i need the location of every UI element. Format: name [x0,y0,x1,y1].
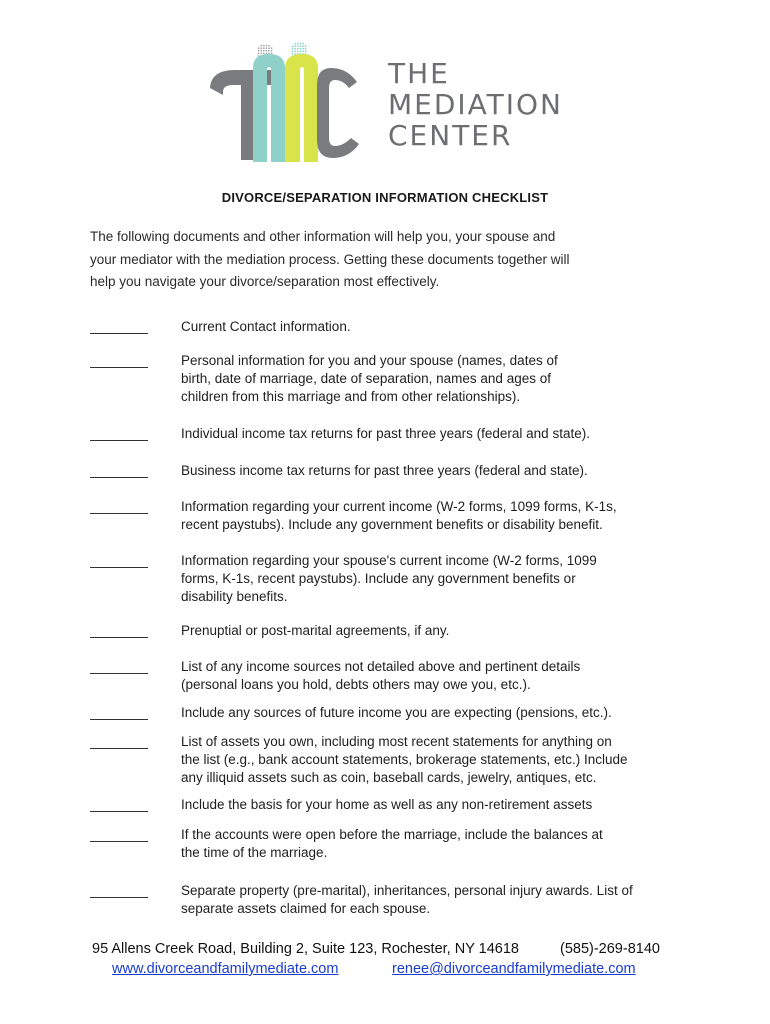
logo-dot [271,47,273,49]
checklist-line: birth, date of marriage, date of separation, names and ages of [181,371,551,386]
checklist-line: the time of the marriage. [181,845,328,860]
checklist-line: List of assets you own, including most recent statements for anything on [181,734,612,749]
checklist-item-text [181,826,701,862]
checklist-item-text [181,622,701,640]
checklist-line: Include the basis for your home as well as any non-retirement assets [181,797,593,812]
checklist-line: Personal information for you and your spouse (names, dates of [181,353,558,368]
checklist-line: Include any sources of future income you are expecting (pensions, etc.). [181,705,612,720]
checklist-item-text [181,704,701,722]
logo-dot [294,48,296,50]
logo-dot [297,48,299,50]
logo-dot [258,47,260,49]
logo-dot [294,45,296,47]
logo-dot [297,51,299,53]
checklist-line: Individual income tax returns for past three years (federal and state). [181,426,590,441]
logo-dot [300,48,302,50]
checklist-item-text [181,425,701,443]
logo-dot [271,50,273,52]
checklist-line: Business income tax returns for past three years (federal and state). [181,463,588,478]
logo-dot [263,47,265,49]
footer-links [112,961,636,977]
checklist-line: Information regarding your spouse's current income (W-2 forms, 1099 [181,553,597,568]
logo-dot [302,43,304,45]
logo-line-center: CENTER [388,119,513,152]
checklist-line: children from this marriage and from other relationships). [181,389,521,404]
checklist-item-text [181,352,701,406]
checklist-line: any illiquid assets such as coin, baseball cards, jewelry, antiques, etc. [181,770,597,785]
logo-dot [263,45,265,47]
website-link[interactable]: www.divorceandfamilymediate.com [112,961,339,977]
footer-contact [92,941,660,957]
checklist-line: Information regarding your current income (W-2 forms, 1099 forms, K-1s, [181,499,617,514]
checklist-line: Separate property (pre-marital), inheritances, personal injury awards. List of [181,883,633,898]
logo-dot [271,53,273,55]
logo-line-the: THE [388,57,450,90]
logo-dot [300,51,302,53]
logo-dot [302,51,304,53]
logo-dot [292,45,294,47]
logo-dot [292,51,294,53]
logo-dot [266,50,268,52]
logo-dot [268,45,270,47]
checklist-line: recent paystubs). Include any government benefits or disability benefit. [181,517,603,532]
checklist-item-text [181,882,701,918]
logo-dot [305,51,307,53]
logo-dot [258,50,260,52]
checklist-line: Prenuptial or post-marital agreements, if any. [181,623,450,638]
checklist-item-text [181,552,701,606]
checklist-line: separate assets claimed for each spouse. [181,901,431,916]
logo-dot [266,45,268,47]
footer-address: 95 Allens Creek Road, Building 2, Suite 123, Rochester, NY 14618 [92,941,519,957]
logo-dot [305,45,307,47]
checklist-line: forms, K-1s, recent paystubs). Include any government benefits or [181,571,576,586]
logo-dot [260,53,262,55]
logo-dot [305,48,307,50]
logo-line-mediation: MEDIATION [388,88,563,121]
logo-dot [297,45,299,47]
checklist-line: disability benefits. [181,589,288,604]
logo-dot [292,48,294,50]
logo-dot [260,47,262,49]
logo-dot [268,47,270,49]
document-title: DIVORCE/SEPARATION INFORMATION CHECKLIST [221,190,549,205]
logo-dot [258,53,260,55]
logo-dot [260,45,262,47]
logo-dot [266,47,268,49]
checklist-item-text [181,796,701,814]
logo-dot [263,53,265,55]
logo-dot [260,50,262,52]
checklist-item-text [181,733,701,787]
checklist-line: If the accounts were open before the marriage, include the balances at [181,827,603,842]
intro-line: The following documents and other information will help you, your spouse and [90,229,556,244]
footer-phone: (585)-269-8140 [560,941,660,957]
intro-line: your mediator with the mediation process. Getting these documents together will [90,251,570,267]
logo-wordmark [388,58,563,151]
logo-dot [302,48,304,50]
logo-dot [268,50,270,52]
intro-line: help you navigate your divorce/separation most effectively. [90,274,440,289]
logo-dot [266,53,268,55]
checklist-line: the list (e.g., bank account statements, brokerage statements, etc.) Include [181,752,628,767]
logo-dot [302,45,304,47]
logo-dot [263,50,265,52]
logo-dot [294,51,296,53]
email-link[interactable]: renee@divorceandfamilymediate.com [392,961,636,977]
checklist-item-text [181,462,701,480]
logo-dot [292,53,294,55]
logo-dot [294,43,296,45]
logo-dot [300,43,302,45]
checklist-item-text [181,318,701,336]
checklist-line: Current Contact information. [181,319,351,334]
intro-paragraph [90,226,650,294]
checklist-item-text [181,658,701,694]
checklist-item-text [181,498,701,534]
logo-dot [297,43,299,45]
checklist-line: (personal loans you hold, debts others may owe you, etc.). [181,677,531,692]
checklist-line: List of any income sources not detailed above and pertinent details [181,659,581,674]
logo-dot [300,45,302,47]
